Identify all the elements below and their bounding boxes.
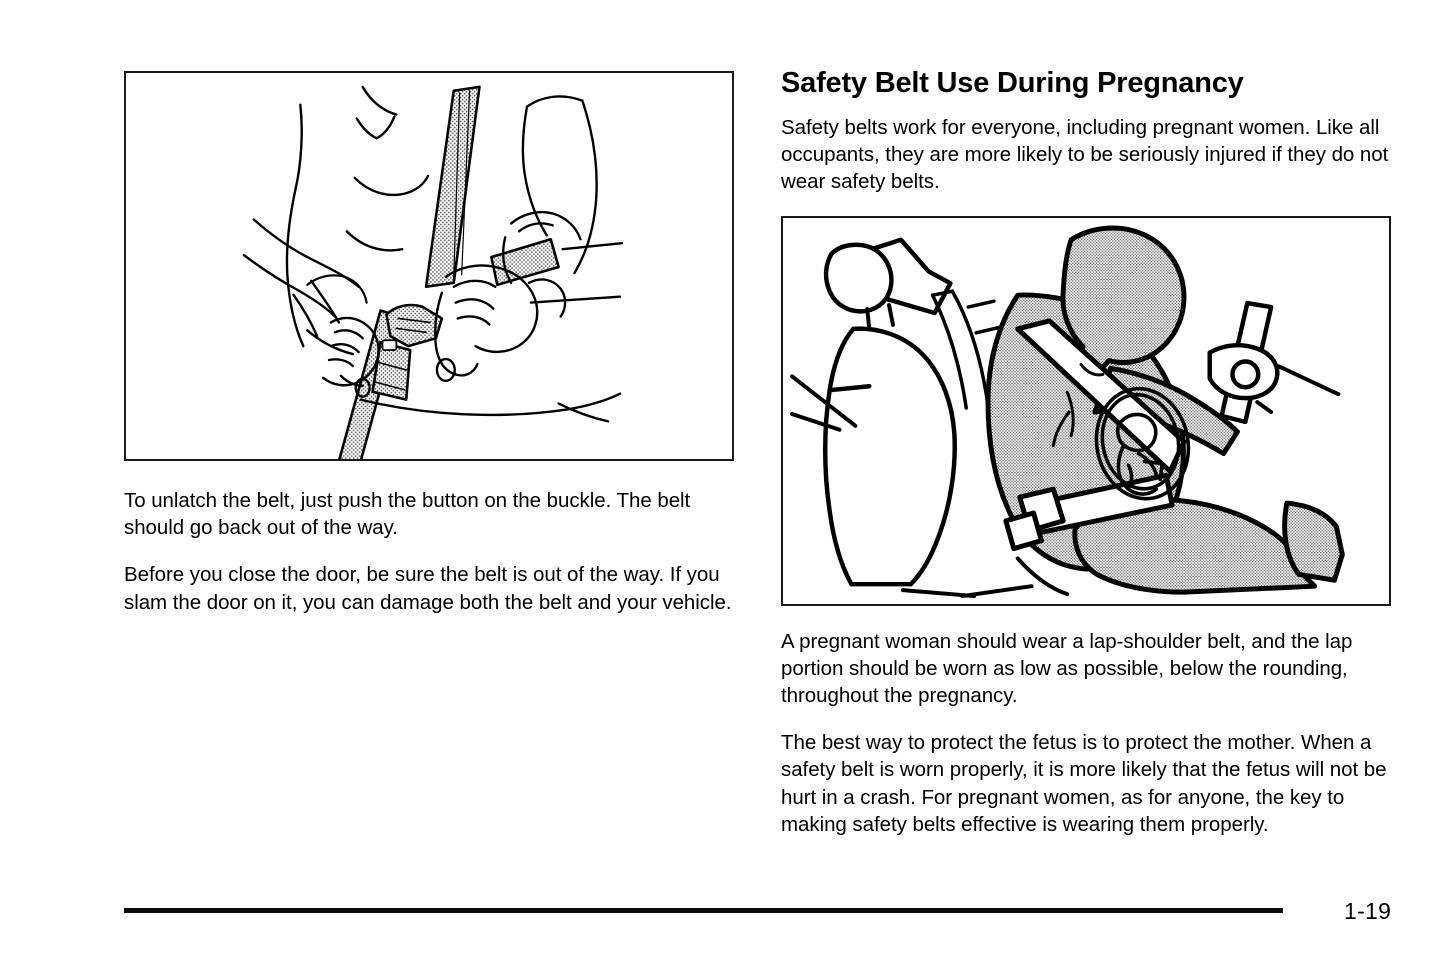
pregnant-driver-lap-shoulder-belt-illustration (781, 216, 1391, 606)
footer-rule (124, 908, 1283, 913)
page-title: Safety Belt Use During Pregnancy (781, 67, 1244, 99)
left-paragraph-2: Before you close the door, be sure the belt is out of the way. If you slam the door on it, you can damage both the belt and your vehicle. (124, 563, 732, 614)
right-paragraph-1: A pregnant woman should wear a lap-shoulder belt, and the lap portion should be worn as low as possible, below the rounding, throughout the pregnancy. (781, 629, 1353, 708)
page-number: 1-19 (1344, 898, 1392, 924)
left-column (124, 71, 736, 616)
right-column (781, 66, 1393, 838)
left-paragraph-1: To unlatch the belt, just push the button on the buckle. The belt should go back out of the way. (124, 489, 691, 540)
seat-belt-buckle-release-illustration (124, 71, 734, 461)
right-paragraph-2: The best way to protect the fetus is to protect the mother. When a safety belt is worn properly, it is more likely that the fetus will not be hurt in a crash. For pregnant women, as for anyone, the key to making safety belts effective is wearing them properly. (781, 731, 1387, 836)
intro-paragraph: Safety belts work for everyone, including pregnant women. Like all occupants, they are more likely to be seriously injured if they do not wear safety belts. (781, 116, 1389, 194)
